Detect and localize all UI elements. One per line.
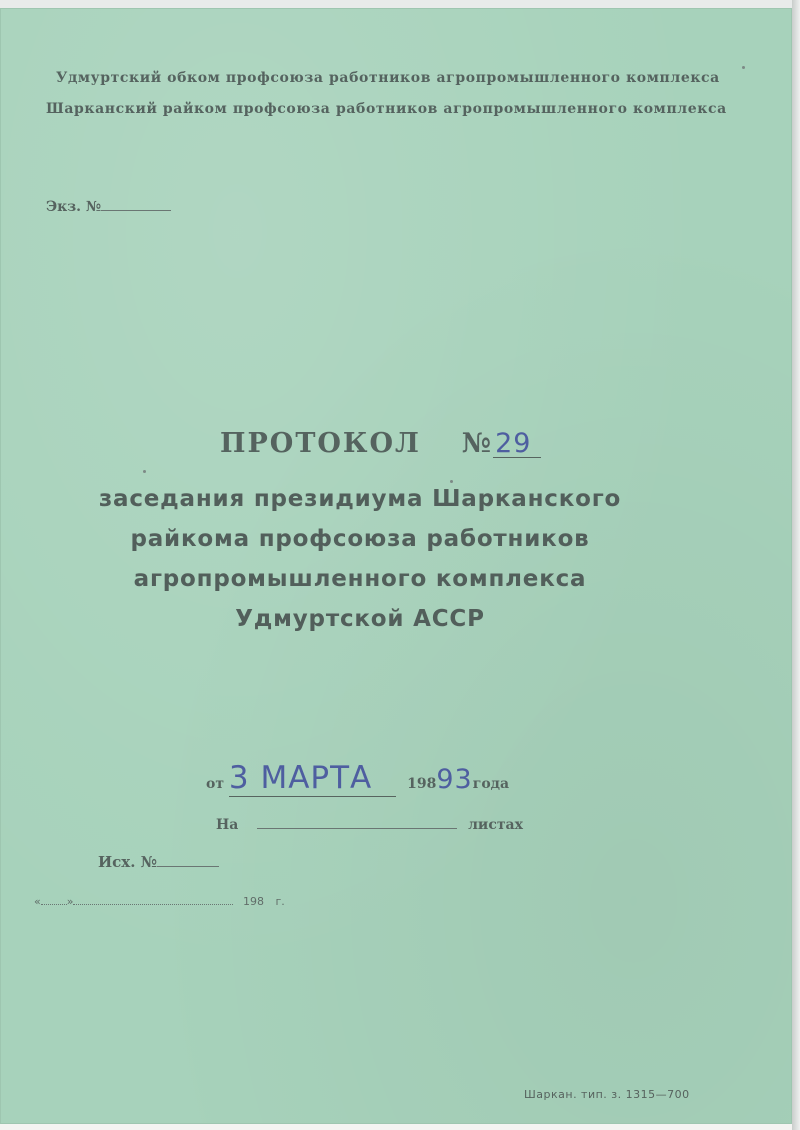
protocol-number-handwritten: 29: [493, 430, 541, 458]
printer-imprint: Шаркан. тип. з. 1315—700: [524, 1088, 690, 1101]
dated-open-quote: «: [34, 895, 41, 908]
dated-month-blank: [73, 894, 233, 905]
heading-line-4: Удмуртской АССР: [235, 606, 485, 632]
sheets-prefix: На: [216, 817, 239, 833]
protocol-title-row: [220, 428, 541, 459]
header-org-line-1: Удмуртский обком профсоюза работников агропромышленного комплекса: [56, 70, 720, 86]
heading-line-2: райкома профсоюза работников: [130, 526, 590, 552]
paper-speck: [450, 480, 453, 483]
dated-day-blank: [41, 894, 67, 905]
heading-line-3: агропромышленного комплекса: [133, 566, 587, 592]
dated-line-row: [34, 894, 285, 908]
copy-number-blank: [101, 196, 171, 211]
date-suffix: года: [472, 776, 510, 792]
heading-line-1: заседания президиума Шарканского: [98, 486, 622, 512]
copy-number-field: [46, 196, 171, 215]
sheets-count-blank: [257, 814, 457, 829]
protocol-number-sign: №: [461, 428, 494, 459]
outgoing-number-blank: [157, 852, 219, 867]
header-org-line-2: Шарканский райком профсоюза работников агропромышленного комплекса: [46, 101, 727, 117]
date-year-printed: 198: [407, 776, 437, 792]
copy-number-label: Экз. №: [46, 199, 102, 215]
date-day-month-handwritten: 3 МАРТА: [229, 760, 396, 797]
scan-right-margin: [792, 0, 800, 1130]
outgoing-number-row: [98, 852, 219, 871]
dated-year-printed: 198: [242, 895, 264, 908]
date-year-handwritten: 93: [436, 764, 473, 795]
dated-close-quote: »: [66, 895, 74, 908]
outgoing-number-label: Исх. №: [98, 853, 157, 871]
paper-speck: [143, 470, 146, 473]
dated-suffix: г.: [275, 895, 285, 908]
sheets-suffix: листах: [468, 817, 523, 833]
protocol-cover-sheet: [0, 8, 792, 1124]
date-prefix: от: [206, 776, 225, 792]
paper-speck: [742, 66, 745, 69]
date-row: [206, 760, 509, 797]
scan-top-margin: [0, 0, 800, 8]
sheets-count-row: [216, 814, 523, 833]
protocol-title: ПРОТОКОЛ: [220, 428, 421, 459]
